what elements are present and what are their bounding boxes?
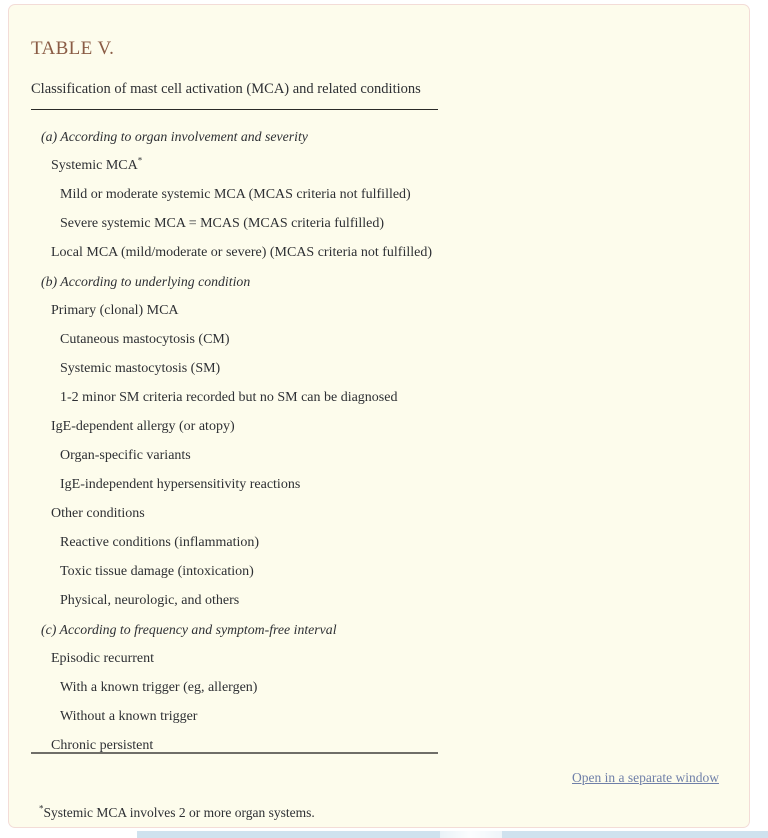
table-row-label: Other conditions	[51, 506, 145, 521]
table-row	[9, 180, 749, 209]
bottom-chrome-strip	[0, 831, 768, 838]
table-row	[9, 122, 749, 151]
table-row-footnote-marker: *	[137, 155, 143, 166]
table-row	[9, 209, 749, 238]
table-card-inner	[9, 5, 749, 827]
table-row	[9, 499, 749, 528]
table-row	[9, 731, 749, 760]
table-row	[9, 354, 749, 383]
table-row-label: Physical, neurologic, and others	[60, 593, 240, 608]
table-row	[9, 238, 749, 267]
table-body	[9, 122, 749, 760]
table-row	[9, 615, 749, 644]
table-rule-top	[31, 109, 438, 110]
table-row	[9, 557, 749, 586]
table-row-label: Reactive conditions (inflammation)	[60, 535, 260, 550]
table-row-label: Without a known trigger	[60, 709, 198, 724]
table-row	[9, 470, 749, 499]
table-row-label: (b) According to underlying condition	[41, 274, 251, 289]
table-row-label: Cutaneous mastocytosis (CM)	[60, 332, 230, 347]
table-row-label: Chronic persistent	[51, 738, 154, 753]
open-in-separate-window-link[interactable]: Open in a separate window	[572, 770, 719, 785]
table-row-label: With a known trigger (eg, allergen)	[60, 680, 258, 695]
table-row	[9, 586, 749, 615]
table-rule-bottom	[31, 752, 438, 754]
table-row	[9, 528, 749, 557]
table-row-label: IgE-independent hypersensitivity reactions	[60, 477, 301, 492]
table-row	[9, 383, 749, 412]
table-row-label: Systemic mastocytosis (SM)	[60, 361, 221, 376]
table-row-label: Toxic tissue damage (intoxication)	[60, 564, 254, 579]
table-row-label: Systemic MCA	[51, 158, 138, 173]
table-caption: Classification of mast cell activation (MCA) and related conditions	[31, 81, 421, 97]
table-row-label: IgE-dependent allergy (or atopy)	[51, 419, 235, 434]
table-row-label: 1-2 minor SM criteria recorded but no SM can be diagnosed	[60, 390, 398, 405]
table-row-label: Severe systemic MCA = MCAS (MCAS criteria fulfilled)	[60, 216, 385, 231]
table-row	[9, 151, 749, 180]
chrome-strip-white	[0, 831, 137, 838]
table-row-label: Organ-specific variants	[60, 448, 191, 463]
table-row-label: Local MCA (mild/moderate or severe) (MCAS criteria not fulfilled)	[51, 245, 433, 260]
table-row-label: Primary (clonal) MCA	[51, 303, 179, 318]
table-row	[9, 441, 749, 470]
table-footnote	[39, 805, 315, 821]
table-row	[9, 296, 749, 325]
table-row	[9, 673, 749, 702]
table-row	[9, 412, 749, 441]
table-row-label: (c) According to frequency and symptom-free interval	[41, 622, 337, 637]
footnote-marker: *	[39, 803, 44, 814]
table-row	[9, 325, 749, 354]
table-row-label: (a) According to organ involvement and severity	[41, 129, 308, 144]
table-row-label: Episodic recurrent	[51, 651, 155, 666]
table-title: TABLE V.	[31, 38, 115, 59]
table-row	[9, 267, 749, 296]
table-row	[9, 644, 749, 673]
table-row	[9, 702, 749, 731]
table-row-label: Mild or moderate systemic MCA (MCAS criteria not fulfilled)	[60, 187, 411, 202]
chrome-strip-highlight	[440, 831, 502, 838]
table-card	[8, 4, 750, 828]
footnote-text: Systemic MCA involves 2 or more organ systems.	[43, 805, 315, 820]
